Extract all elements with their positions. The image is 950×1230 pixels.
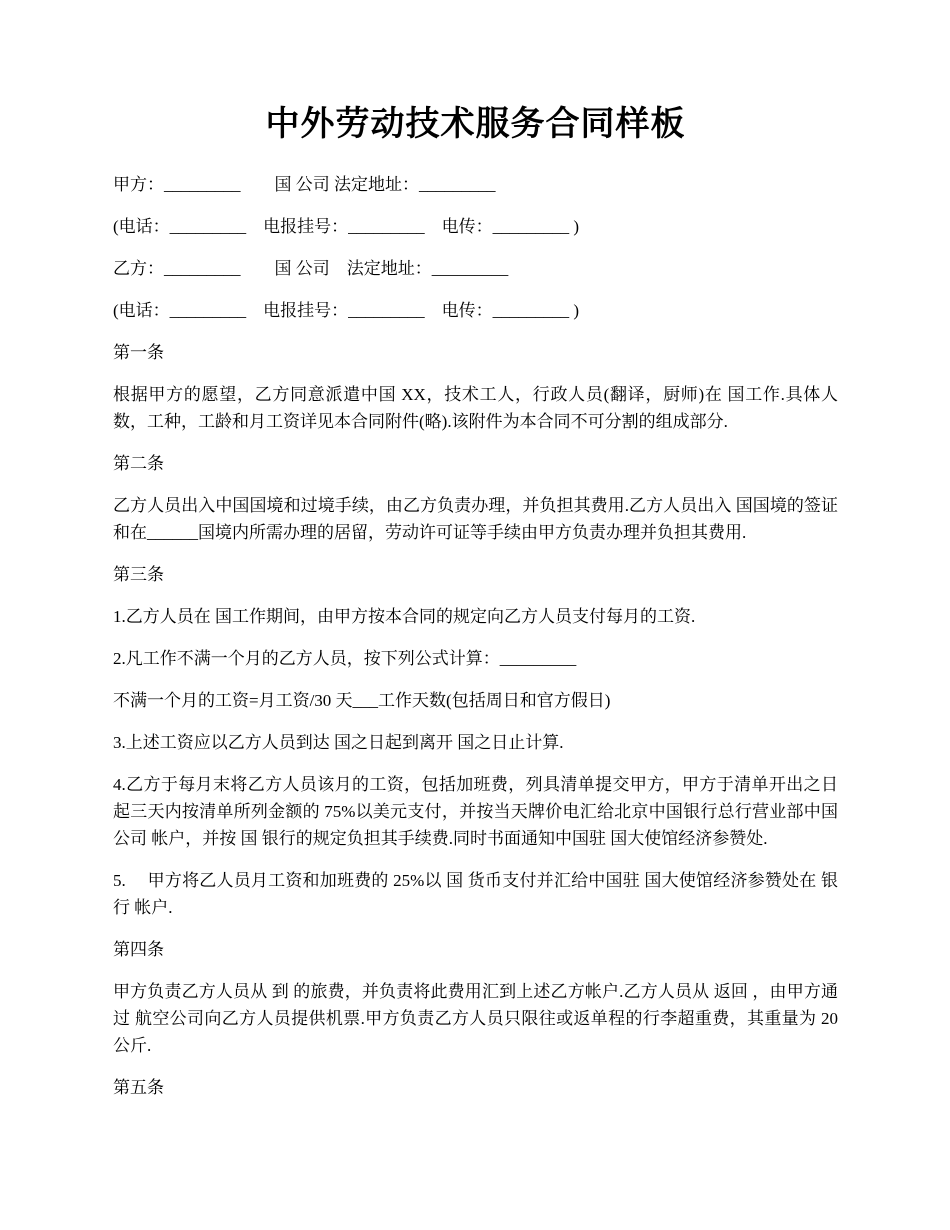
article-2-body: 乙方人员出入中国国境和过境手续，由乙方负责办理，并负担其费用.乙方人员出入 国国境的签证和在______国境内所需办理的居留，劳动许可证等手续由甲方负责办理并负担其费用. <box>113 496 838 542</box>
party-a-line: 甲方：_________ 国 公司 法定地址：_________ <box>113 175 496 194</box>
party-b-line: 乙方：_________ 国 公司 法定地址：_________ <box>113 259 509 278</box>
article-3-clause-5: 5. 甲方将乙人员月工资和加班费的 25%以 国 货币支付并汇给中国驻 国大使馆经济参赞处在 银行 帐户. <box>113 871 838 917</box>
article-2-heading: 第二条 <box>113 454 164 473</box>
article-4-heading: 第四条 <box>113 940 164 959</box>
article-4-body: 甲方负责乙方人员从 到 的旅费，并负责将此费用汇到上述乙方帐户.乙方人员从 返回 ，由甲方通过 航空公司向乙方人员提供机票.甲方负责乙方人员只限往或返单程的行李超重费，其重量为 20 公斤. <box>113 982 838 1055</box>
article-3-clause-4: 4.乙方于每月末将乙方人员该月的工资，包括加班费，列具清单提交甲方，甲方于清单开出之日起三天内按清单所列金额的 75%以美元支付，并按当天牌价电汇给北京中国银行总行营业部中国 公司 帐户，并按 国 银行的规定负担其手续费.同时书面通知中国驻 国大使馆经济参赞处. <box>113 775 838 848</box>
article-3-heading: 第三条 <box>113 565 164 584</box>
article-1-body: 根据甲方的愿望，乙方同意派遣中国 XX，技术工人，行政人员(翻译，厨师)在 国工作.具体人数，工种，工龄和月工资详见本合同附件(略).该附件为本合同不可分割的组成部分. <box>113 385 838 431</box>
article-3-clause-1: 1.乙方人员在 国工作期间，由甲方按本合同的规定向乙方人员支付每月的工资. <box>113 607 696 626</box>
party-a-contact-line: (电话：_________ 电报挂号：_________ 电传：_________ ) <box>113 217 580 236</box>
party-b-contact-line: (电话：_________ 电报挂号：_________ 电传：_________ ) <box>113 301 580 320</box>
article-5-heading: 第五条 <box>113 1078 164 1097</box>
article-1-heading: 第一条 <box>113 343 164 362</box>
document-title: 中外劳动技术服务合同样板 <box>265 105 686 143</box>
article-3-formula: 不满一个月的工资=月工资/30 天___工作天数(包括周日和官方假日) <box>113 691 611 710</box>
article-3-clause-3: 3.上述工资应以乙方人员到达 国之日起到离开 国之日止计算. <box>113 733 564 752</box>
article-3-clause-2: 2.凡工作不满一个月的乙方人员，按下列公式计算：_________ <box>113 649 577 668</box>
